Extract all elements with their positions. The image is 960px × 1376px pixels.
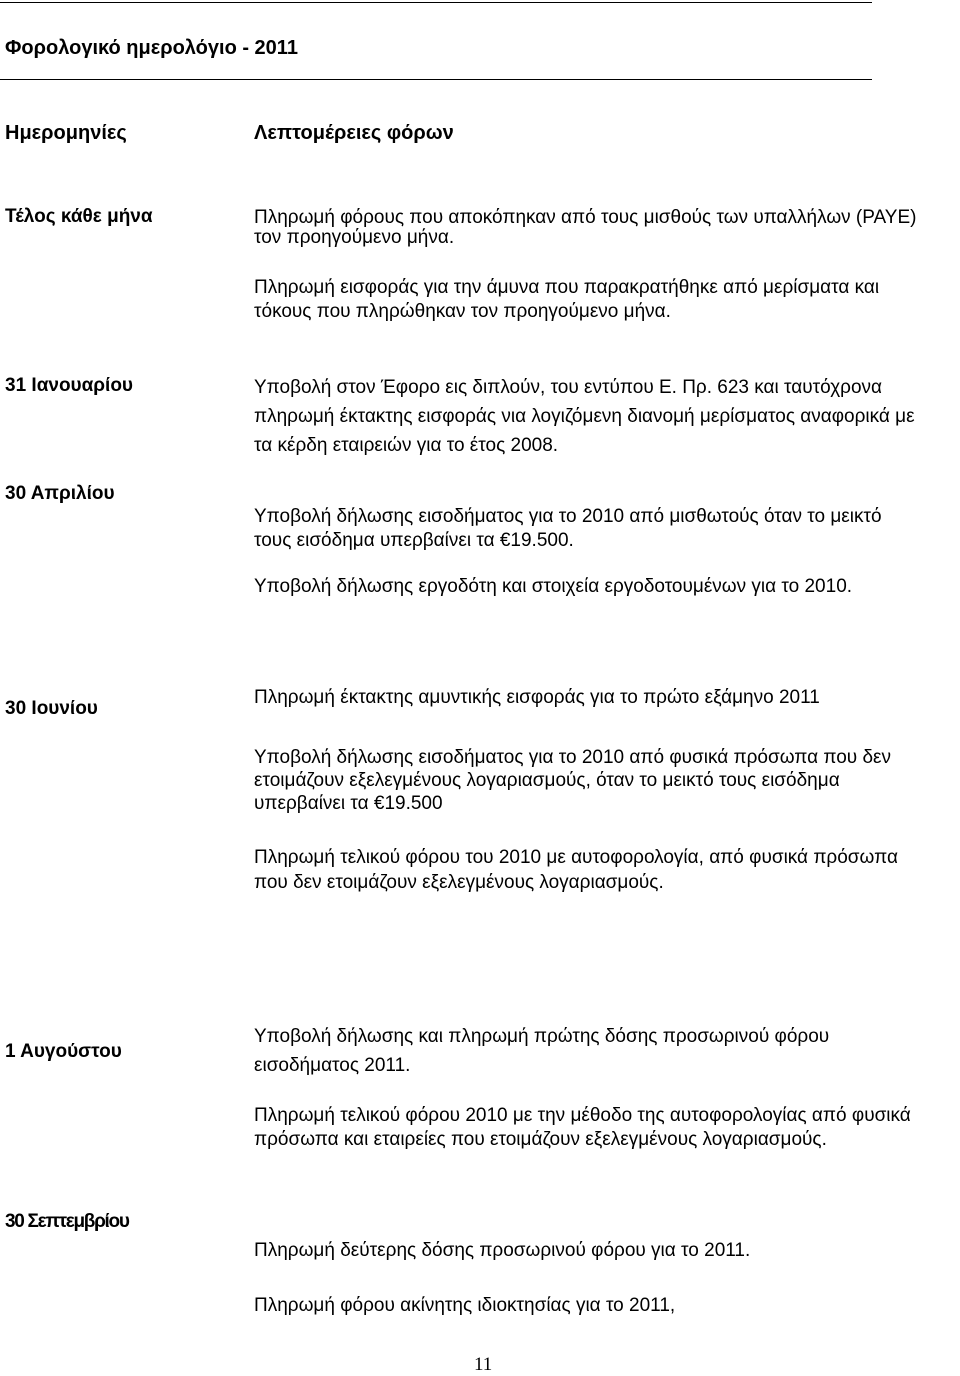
date-apr30: 30 Απριλίου: [5, 483, 115, 504]
entry-provisional-first-line1: Υποβολή δήλωσης και πληρωμή πρώτης δόσης προσωρινού φόρου: [254, 1026, 830, 1047]
entry-individuals-return-line3: υπερβαίνει τα €19.500: [254, 793, 443, 814]
header-details: Λεπτομέρειες φόρων: [254, 122, 454, 144]
page-title: Φορολογικό ημερολόγιο - 2011: [5, 37, 298, 59]
entry-property-tax: Πληρωμή φόρου ακίνητης ιδιοκτησίας για το 2011,: [254, 1295, 676, 1316]
entry-individuals-return-line2: ετοιμάζουν εξελεγμένους λογαριασμούς, όταν το μεικτό τους εισόδημα: [254, 770, 840, 791]
entry-paye-line1: Πληρωμή φόρους που αποκόπηκαν από τους μισθούς των υπαλλήλων (PAYE): [254, 207, 917, 228]
entry-final-tax-self-line2: πρόσωπα και εταιρείες που ετοιμάζουν εξελεγμένους λογαριασμούς.: [254, 1129, 827, 1150]
entry-provisional-first-line2: εισοδήματος 2011.: [254, 1055, 411, 1076]
entry-final-tax-individuals-line1: Πληρωμή τελικού φόρου του 2010 με αυτοφορολογία, από φυσικά πρόσωπα: [254, 847, 898, 868]
date-jan31: 31 Ιανουαρίου: [5, 375, 133, 396]
entry-final-tax-individuals-line2: που δεν ετοιμάζουν εξελεγμένους λογαριασμούς.: [254, 872, 664, 893]
date-end-of-month: Τέλος κάθε μήνα: [5, 206, 153, 227]
entry-defence-dividends-line2: τόκους που πληρώθηκαν τον προηγούμενο μήνα.: [254, 301, 671, 322]
date-sep30: 30 Σεπτεμβρίου: [5, 1211, 129, 1232]
top-rule: [0, 2, 872, 3]
date-aug1: 1 Αυγούστου: [5, 1041, 122, 1062]
entry-form-623-line3: τα κέρδη εταιρειών για το έτος 2008.: [254, 435, 559, 456]
entry-provisional-second: Πληρωμή δεύτερης δόσης προσωρινού φόρου για το 2011.: [254, 1240, 751, 1261]
entry-employees-return-line2: τους εισόδημα υπερβαίνει τα €19.500.: [254, 530, 574, 551]
entry-individuals-return-line1: Υποβολή δήλωσης εισοδήματος για το 2010 από φυσικά πρόσωπα που δεν: [254, 747, 892, 768]
entry-form-623-line1: Υποβολή στον Έφορο εις διπλούν, του εντύπου Ε. Πρ. 623 και ταυτόχρονα: [254, 377, 883, 398]
entry-defence-dividends-line1: Πληρωμή εισφοράς για την άμυνα που παρακρατήθηκε από μερίσματα και: [254, 277, 880, 298]
entry-employer-return: Υποβολή δήλωσης εργοδότη και στοιχεία εργοδοτουμένων για το 2010.: [254, 576, 853, 597]
entry-defence-first-half: Πληρωμή έκτακτης αμυντικής εισφοράς για το πρώτο εξάμηνο 2011: [254, 687, 820, 708]
entry-employees-return-line1: Υποβολή δήλωσης εισοδήματος για το 2010 από μισθωτούς όταν το μεικτό: [254, 506, 882, 527]
header-dates: Ημερομηνίες: [5, 122, 127, 144]
entry-form-623-line2: πληρωμή έκτακτης εισφοράς νια λογιζόμενη διανομή μερίσματος αναφορικά με: [254, 406, 915, 427]
date-jun30: 30 Ιουνίου: [5, 698, 98, 719]
entry-final-tax-self-line1: Πληρωμή τελικού φόρου 2010 με την μέθοδο της αυτοφορολογίας από φυσικά: [254, 1105, 911, 1126]
entry-paye-line2: τον προηγούμενο μήνα.: [254, 227, 455, 248]
page-number: 11: [474, 1354, 493, 1375]
title-underline: [0, 79, 872, 80]
